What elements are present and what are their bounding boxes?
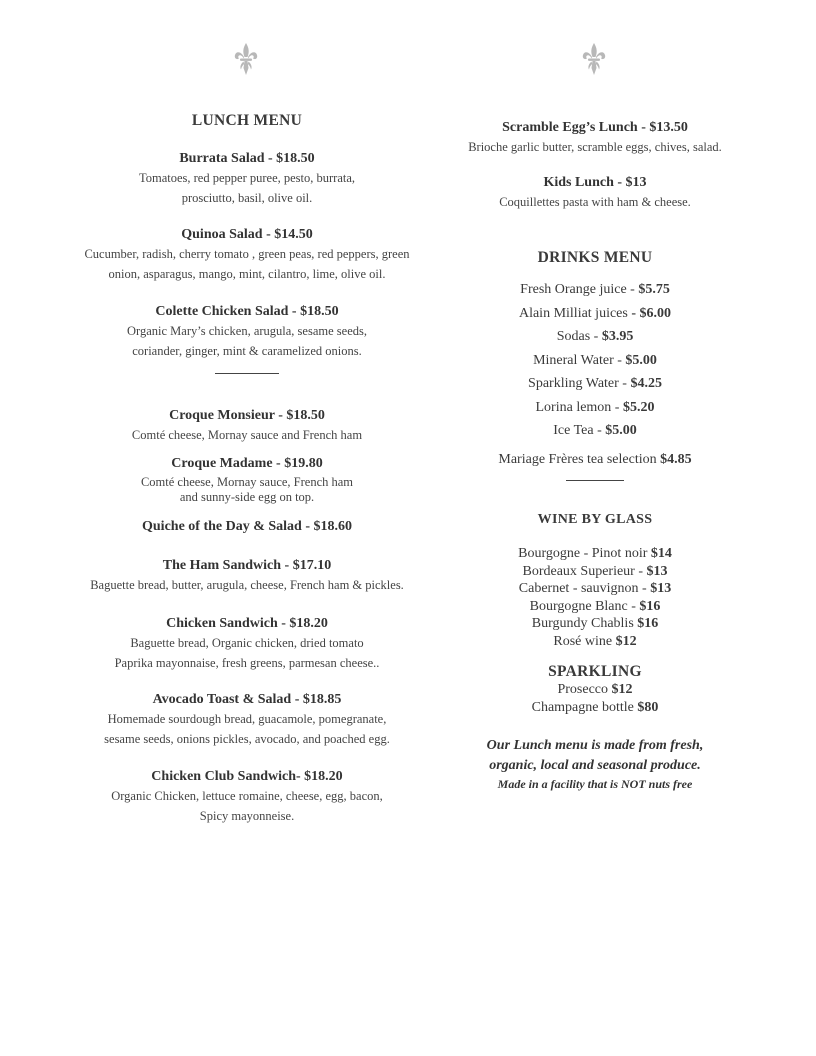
item-title: Scramble Egg’s Lunch - $13.50 — [502, 120, 688, 135]
drink-item — [455, 419, 735, 443]
drink-price: $5.00 — [625, 352, 657, 368]
drinks-list — [455, 278, 735, 471]
wine-item — [455, 633, 735, 651]
sparkling-item — [455, 681, 735, 699]
lunch-menu-column — [66, 112, 428, 826]
drink-item — [455, 372, 735, 396]
section-divider — [566, 480, 624, 481]
wine-item — [455, 598, 735, 616]
sparkling-name: Prosecco — [557, 682, 612, 697]
sparkling-heading: SPARKLING — [548, 663, 642, 680]
wine-price: $16 — [637, 616, 659, 631]
drink-price: $4.85 — [660, 451, 692, 467]
drink-price: $3.95 — [601, 329, 634, 344]
wine-list — [455, 545, 735, 650]
drink-name: Lorina lemon - — [535, 399, 623, 415]
wine-item — [455, 615, 735, 633]
menu-item — [66, 615, 428, 673]
wine-name: Burgundy Chablis — [531, 616, 638, 631]
drink-price: - $6.00 — [631, 305, 672, 321]
item-title: Quinoa Salad - $14.50 — [181, 227, 313, 242]
item-title: Colette Chicken Salad - $18.50 — [155, 304, 339, 319]
item-title: Croque Monsieur - $18.50 — [169, 408, 325, 423]
menu-item — [455, 174, 735, 212]
item-title: Kids Lunch - $13 — [543, 175, 647, 190]
wine-name: Cabernet - sauvignon - — [518, 581, 651, 596]
wine-price: $13 — [646, 563, 668, 579]
menu-item — [66, 407, 428, 445]
item-title: Chicken Sandwich - $18.20 — [166, 616, 328, 631]
item-desc-line: Comté cheese, Mornay sauce, French ham — [140, 475, 354, 489]
wine-price: $16 — [639, 598, 661, 614]
wine-item — [455, 545, 735, 563]
drink-price: $4.25 — [630, 376, 662, 391]
item-title: Chicken Club Sandwich- $18.20 — [151, 769, 343, 784]
footer-line: Made in a facility that is NOT nuts free — [497, 777, 693, 791]
footer-note — [455, 736, 735, 792]
wine-name: Bourgogne Blanc - — [529, 598, 640, 614]
sparkling-price: $12 — [611, 682, 633, 697]
wine-item — [455, 580, 735, 598]
wine-price: $13 — [650, 581, 672, 596]
item-desc-line: Paprika mayonnaise, fresh greens, parmesan cheese.. — [114, 656, 380, 670]
item-desc-line: onion, asparagus, mango, mint, cilantro, lime, olive oil. — [108, 267, 386, 281]
wine-price: $14 — [650, 546, 672, 561]
wine-price: $12 — [615, 633, 637, 649]
drink-name: Sparkling Water - — [528, 376, 631, 391]
drink-name: Sodas - — [556, 329, 602, 344]
fleur-de-lis-icon — [233, 42, 259, 76]
drink-name: Fresh Orange juice - — [520, 282, 639, 297]
wine-name: Bourgogne - Pinot noir — [518, 546, 651, 561]
item-desc-line: Baguette bread, butter, arugula, cheese, French ham & pickles. — [90, 578, 404, 592]
drink-price: $5.75 — [638, 282, 670, 297]
item-desc-line: Coquillettes pasta with ham & cheese. — [499, 195, 691, 209]
menu-item — [66, 557, 428, 595]
drink-item — [455, 325, 735, 349]
wine-heading: WINE BY GLASS — [537, 512, 653, 527]
right-column — [455, 112, 735, 792]
sparkling-price: $80 — [637, 699, 659, 715]
drink-item — [455, 302, 735, 326]
item-desc-line: coriander, ginger, mint & caramelized onions. — [132, 344, 362, 358]
menu-item — [455, 119, 735, 157]
item-desc-line: prosciutto, basil, olive oil. — [181, 191, 313, 205]
drink-name: Mineral Water - — [533, 352, 626, 368]
item-desc-line: and sunny-side egg on top. — [179, 490, 315, 504]
drink-name: Mariage Frères tea selection — [498, 451, 661, 467]
item-title: Croque Madame - $19.80 — [171, 456, 323, 471]
lunch-menu-heading: LUNCH MENU — [191, 112, 303, 129]
section-divider — [215, 373, 279, 374]
drink-name: Ice Tea - — [553, 423, 606, 438]
item-desc-line: Homemade sourdough bread, guacamole, pomegranate, — [107, 712, 387, 726]
item-desc-line: Cucumber, radish, cherry tomato , green peas, red peppers, green — [84, 247, 410, 261]
item-title: The Ham Sandwich - $17.10 — [162, 558, 332, 573]
item-desc-line: Organic Chicken, lettuce romaine, cheese, egg, bacon, — [111, 789, 383, 803]
wine-name: Bordeaux Superieur - — [522, 563, 647, 579]
drink-item — [455, 278, 735, 302]
menu-item — [66, 768, 428, 826]
item-title: Avocado Toast & Salad - $18.85 — [152, 692, 342, 707]
item-desc-line: Brioche garlic butter, scramble eggs, chives, salad. — [468, 140, 722, 154]
item-desc-line: Tomatoes, red pepper puree, pesto, burrata, — [138, 171, 356, 185]
drink-name: Alain Milliat juices — [518, 305, 632, 321]
menu-item — [66, 691, 428, 749]
drink-price: $5.20 — [622, 399, 655, 415]
menu-item — [66, 455, 428, 505]
item-desc-line: Baguette bread, Organic chicken, dried tomato — [130, 636, 364, 650]
sparkling-name: Champagne bottle — [531, 699, 638, 715]
menu-item — [66, 150, 428, 208]
drink-item — [455, 396, 735, 420]
menu-item — [66, 226, 428, 284]
item-desc-line: Organic Mary’s chicken, arugula, sesame seeds, — [127, 324, 367, 338]
menu-item — [66, 518, 428, 536]
item-desc-line: sesame seeds, onions pickles, avocado, and poached egg. — [104, 732, 390, 746]
footer-line: organic, local and seasonal produce. — [489, 758, 701, 773]
item-title: Quiche of the Day & Salad - $18.60 — [142, 519, 352, 534]
menu-item — [66, 303, 428, 361]
wine-item — [455, 563, 735, 581]
item-desc-line: Spicy mayonneise. — [199, 809, 295, 823]
footer-line: Our Lunch menu is made from fresh, — [486, 738, 704, 753]
drink-item — [455, 448, 735, 472]
wine-name: Rosé wine — [553, 633, 616, 649]
drinks-menu-heading: DRINKS MENU — [537, 249, 653, 266]
fleur-de-lis-icon — [581, 42, 607, 76]
item-title: Burrata Salad - $18.50 — [179, 151, 315, 166]
drink-price: $5.00 — [605, 423, 637, 438]
sparkling-item — [455, 699, 735, 717]
drink-item — [455, 349, 735, 373]
item-desc-line: Comté cheese, Mornay sauce and French ham — [131, 428, 363, 442]
